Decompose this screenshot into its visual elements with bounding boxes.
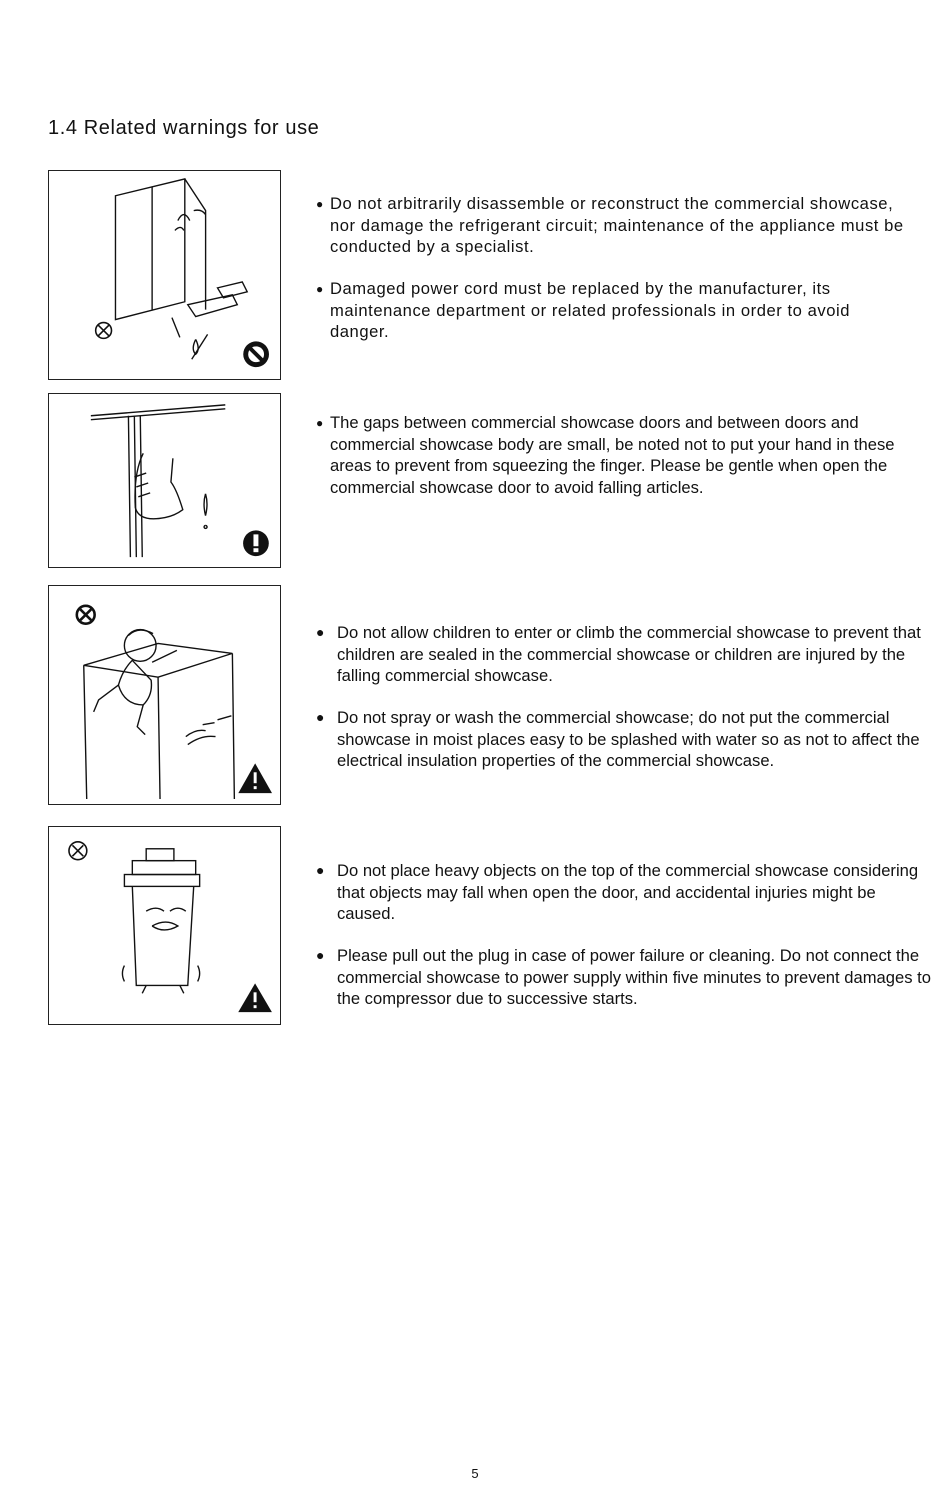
warning-text: Do not arbitrarily disassemble or reconstruct the commercial showcase, nor damage the refrigerant circuit; maintenance of the appliance must be conducted by a specialist. — [330, 194, 904, 256]
warning-triangle-icon — [238, 983, 272, 1012]
door-gap-drawing — [49, 394, 280, 567]
warning-text: Damaged power cord must be replaced by the manufacturer, its maintenance department or related professionals in order to avoid danger. — [330, 279, 851, 341]
bullet: ● — [316, 282, 324, 296]
illustration-disassembly — [48, 170, 281, 380]
warning-triangle-icon — [238, 763, 272, 793]
illustration-child-climbing — [48, 585, 281, 805]
warning-text: Do not allow children to enter or climb the commercial showcase to prevent that children are sealed in the commercial showcase or children are injured by the falling commercial showcase. — [337, 623, 921, 685]
warning-paragraph — [316, 622, 931, 687]
warning-paragraph — [316, 707, 931, 772]
illustration-heavy-objects — [48, 826, 281, 1025]
warning-paragraph — [316, 278, 911, 343]
heavy-objects-drawing — [49, 827, 280, 1024]
section-title: 1.4 Related warnings for use — [48, 117, 320, 139]
prohibited-circle-x-icon — [77, 606, 95, 624]
prohibited-circle-x-icon — [69, 842, 87, 860]
prohibition-sign-icon — [243, 341, 269, 367]
warning-paragraph — [316, 193, 911, 258]
illustration-door-gap — [48, 393, 281, 568]
child-climbing-drawing — [49, 586, 280, 804]
warning-paragraph — [316, 860, 931, 925]
warning-text: Do not place heavy objects on the top of the commercial showcase considering that objects may fall when open the door, and accidental injuries might be caused. — [337, 861, 919, 923]
warning-text: Do not spray or wash the commercial showcase; do not put the commercial showcase in moist places easy to be splashed with water so as not to affect the electrical insulation properties of the commercial showcase. — [337, 708, 920, 770]
bullet: ● — [316, 197, 324, 211]
bullet: ● — [316, 947, 325, 963]
bullet: ● — [316, 709, 325, 725]
bullet: ● — [316, 862, 325, 878]
warning-paragraph — [316, 945, 931, 1010]
bullet: ● — [316, 416, 324, 430]
warning-text: Please pull out the plug in case of power failure or cleaning. Do not connect the commercial showcase to power supply within five minutes to prevent damages to the compressor due to successive starts. — [337, 946, 931, 1008]
bullet: ● — [316, 624, 325, 640]
prohibited-circle-x-icon — [96, 323, 112, 339]
mandatory-exclamation-icon — [243, 530, 269, 556]
warning-paragraph — [316, 412, 916, 498]
disassembly-drawing — [49, 171, 280, 379]
page-number: 5 — [471, 1466, 479, 1481]
warning-text: The gaps between commercial showcase doors and between doors and commercial showcase body are small, be noted not to put your hand in these areas to prevent from squeezing the finger. Please be gentle when open the commercial showcase door to avoid falling articles. — [330, 413, 895, 497]
